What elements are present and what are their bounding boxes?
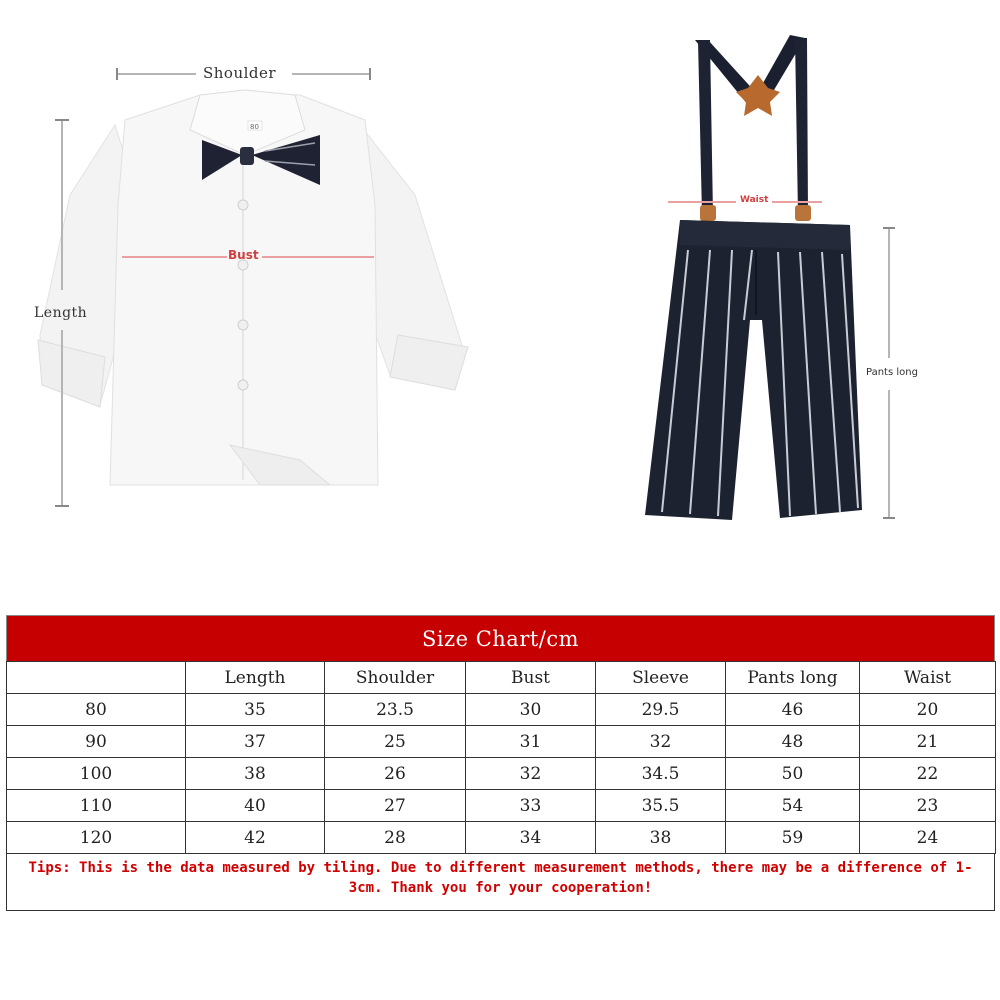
size-chart — [6, 615, 995, 911]
table-cell: 120 — [7, 822, 186, 854]
table-cell: 27 — [325, 790, 466, 822]
length-measure-line — [61, 120, 63, 290]
pants-long-measure-line — [888, 228, 890, 358]
pants-long-label: Pants long — [866, 367, 918, 378]
table-cell: 32 — [596, 726, 726, 758]
measurement-tips: Tips: This is the data measured by tiling. Due to different measurement methods, there may be a difference of 1-3cm. Thank you for your cooperation! — [6, 854, 995, 911]
table-cell: 100 — [7, 758, 186, 790]
table-cell: 21 — [860, 726, 996, 758]
table-header: Pants long — [726, 662, 860, 694]
bust-label: Bust — [228, 248, 259, 262]
table-cell: 24 — [860, 822, 996, 854]
table-cell: 31 — [466, 726, 596, 758]
table-cell: 59 — [726, 822, 860, 854]
table-cell: 90 — [7, 726, 186, 758]
shirt-illustration — [30, 85, 480, 525]
table-cell: 34.5 — [596, 758, 726, 790]
table-header-row — [7, 662, 996, 694]
table-header: Bust — [466, 662, 596, 694]
table-cell: 46 — [726, 694, 860, 726]
table-cell: 50 — [726, 758, 860, 790]
length-tick-bottom — [55, 505, 69, 507]
pants-image — [640, 30, 880, 530]
waist-label: Waist — [740, 195, 769, 205]
shoulder-tick-left — [116, 68, 118, 80]
pants-long-measure-line-lower — [888, 390, 890, 518]
table-cell: 35 — [186, 694, 325, 726]
waist-measure-line-right — [772, 201, 822, 203]
pants-long-tick-bottom — [883, 517, 895, 519]
shirt-tag-text: 80 — [250, 123, 259, 131]
shoulder-label: Shoulder — [203, 64, 277, 82]
table-cell: 32 — [466, 758, 596, 790]
table-cell: 28 — [325, 822, 466, 854]
shoulder-measure-line — [118, 73, 196, 75]
table-cell: 38 — [596, 822, 726, 854]
shoulder-measure-line-right — [292, 73, 370, 75]
length-measure-line-lower — [61, 330, 63, 505]
table-cell: 34 — [466, 822, 596, 854]
pants-long-tick-top — [883, 227, 895, 229]
table-cell: 38 — [186, 758, 325, 790]
table-cell: 40 — [186, 790, 325, 822]
table-header — [7, 662, 186, 694]
table-cell: 22 — [860, 758, 996, 790]
bust-measure-line-right — [262, 256, 374, 258]
table-row — [7, 790, 996, 822]
table-cell: 25 — [325, 726, 466, 758]
table-cell: 35.5 — [596, 790, 726, 822]
table-header: Length — [186, 662, 325, 694]
table-cell: 42 — [186, 822, 325, 854]
table-cell: 37 — [186, 726, 325, 758]
table-header: Shoulder — [325, 662, 466, 694]
table-cell: 110 — [7, 790, 186, 822]
table-cell: 54 — [726, 790, 860, 822]
table-cell: 48 — [726, 726, 860, 758]
shirt-image — [30, 85, 480, 525]
table-cell: 23.5 — [325, 694, 466, 726]
table-cell: 26 — [325, 758, 466, 790]
length-tick-top — [55, 119, 69, 121]
pants-illustration — [640, 30, 880, 530]
table-cell: 33 — [466, 790, 596, 822]
table-cell: 80 — [7, 694, 186, 726]
size-chart-title: Size Chart/cm — [6, 615, 995, 661]
table-row — [7, 758, 996, 790]
size-table — [6, 661, 996, 854]
table-header: Waist — [860, 662, 996, 694]
table-cell: 23 — [860, 790, 996, 822]
table-cell: 20 — [860, 694, 996, 726]
table-cell: 30 — [466, 694, 596, 726]
shoulder-tick-right — [369, 68, 371, 80]
table-header: Sleeve — [596, 662, 726, 694]
table-cell: 29.5 — [596, 694, 726, 726]
length-label: Length — [34, 305, 88, 321]
table-row — [7, 822, 996, 854]
bust-measure-line — [122, 256, 227, 258]
table-row — [7, 694, 996, 726]
waist-measure-line — [668, 201, 736, 203]
table-row — [7, 726, 996, 758]
